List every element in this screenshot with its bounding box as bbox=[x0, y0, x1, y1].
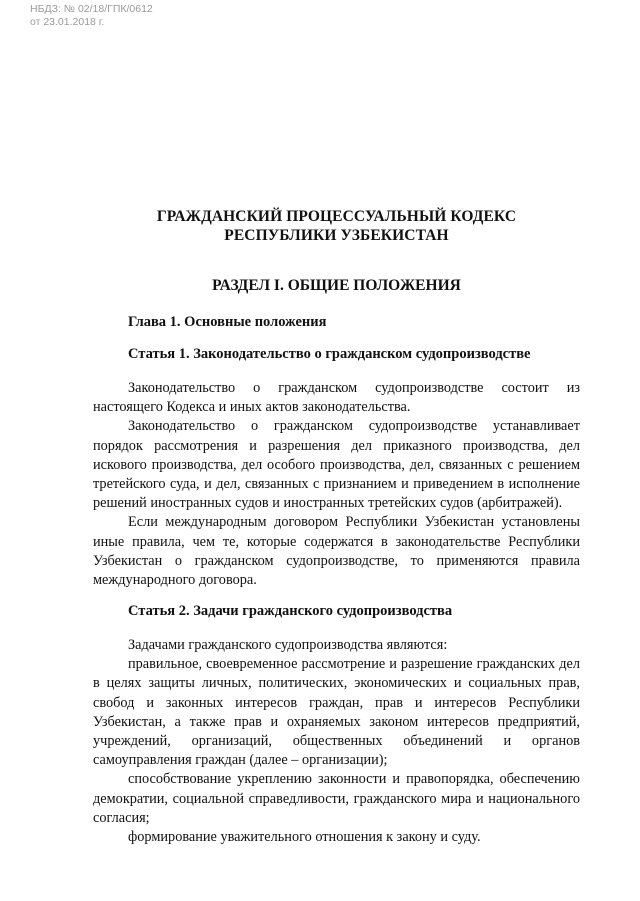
article-2-paragraph-1: Задачами гражданского судопроизводства являются: bbox=[128, 637, 448, 653]
article-1-heading: Статья 1. Законодательство о гражданском судопроизводстве bbox=[128, 346, 531, 362]
document-title-line-1: ГРАЖДАНСКИЙ ПРОЦЕССУАЛЬНЫЙ КОДЕКС bbox=[156, 208, 517, 225]
article-1-body bbox=[93, 379, 580, 590]
article-2-heading: Статья 2. Задачи гражданского судопроизводства bbox=[128, 603, 453, 619]
registration-date: от 23.01.2018 г. bbox=[30, 16, 105, 28]
article-2-paragraph-4: формирование уважительного отношения к закону и суду. bbox=[128, 829, 481, 846]
article-1-paragraph-3: Если международным договором Республики Узбекистан установлены иные правила, чем те, которые содержатся в законодательстве Республики Узбекистан о гражданском судопроизводстве, то применяются правила международного договора. bbox=[93, 514, 580, 589]
registration-number: НБДЗ: № 02/18/ГПК/0612 bbox=[30, 3, 153, 15]
article-2-body bbox=[93, 636, 580, 847]
chapter-heading: Глава 1. Основные положения bbox=[128, 314, 327, 330]
article-2-paragraph-2: правильное, своевременное рассмотрение и разрешение гражданских дел в целях защиты личных, политических, экономических и социальных прав, свобод и законных интересов граждан, прав и интересов Республики Узбекистан, а также прав и охраняемых законом интересов предприятий, учреждений, организаций, общественных объединений и органов самоуправления граждан (далее – организации); bbox=[93, 656, 580, 769]
registration-stamp bbox=[30, 3, 153, 29]
article-1-paragraph-2: Законодательство о гражданском судопроизводстве устанавливает порядок рассмотрения и разрешения дел приказного производства, дел искового производства, дел особого производства, дел, связанных с решением третейского суда, и дел, связанных с признанием и приведением в исполнение решений иностранных судов и иностранных третейских судов (арбитражей). bbox=[93, 418, 580, 512]
document-title bbox=[93, 207, 580, 245]
article-1-paragraph-1: Законодательство о гражданском судопроизводстве состоит из настоящего Кодекса и иных актов законодательства. bbox=[93, 380, 580, 416]
article-2-paragraph-3: способствование укреплению законности и правопорядка, обеспечению демократии, социальной справедливости, гражданского мира и национального согласия; bbox=[93, 771, 580, 826]
document-title-line-2: РЕСПУБЛИКИ УЗБЕКИСТАН bbox=[224, 227, 449, 244]
section-heading: РАЗДЕЛ I. ОБЩИЕ ПОЛОЖЕНИЯ bbox=[212, 277, 461, 294]
